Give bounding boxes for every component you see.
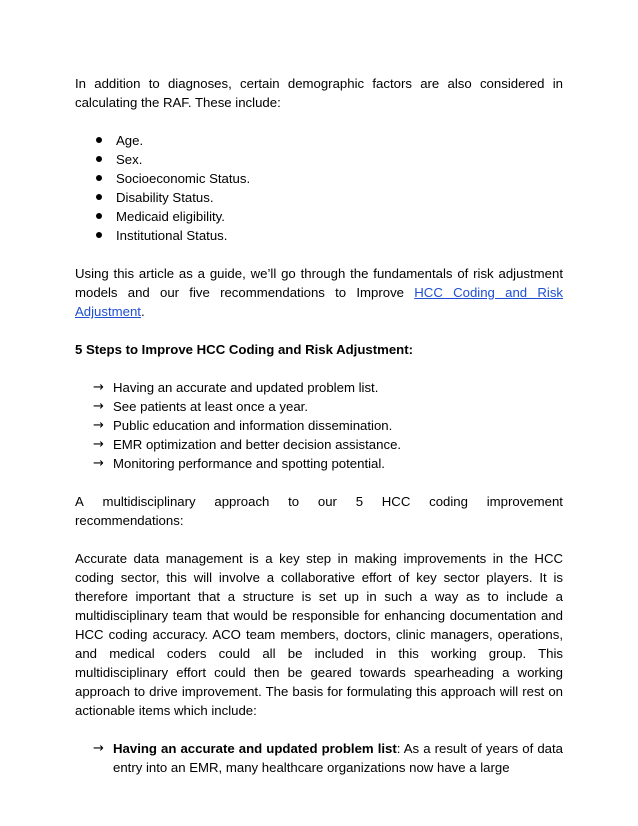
arrow-right-icon: →: [93, 399, 104, 414]
list-item: → EMR optimization and better decision assistance.: [93, 437, 402, 452]
list-item: Sex.: [96, 150, 563, 169]
arrow-right-icon: →: [93, 437, 104, 452]
list-item: → Monitoring performance and spotting potential.: [93, 456, 385, 471]
list-item: → Public education and information dissemination.: [93, 418, 393, 433]
multidisciplinary-line: A multidisciplinary approach to our 5 HCC coding improvement: [75, 494, 563, 509]
list-item: Socioeconomic Status.: [96, 169, 563, 188]
arrow-right-icon: →: [93, 741, 104, 756]
intro-paragraph: In addition to diagnoses, certain demographic factors are also considered in calculating the RAF. These include:: [75, 76, 563, 110]
problem-list-detail: → Having an accurate and updated problem list: As a result of years of data entry into an EMR, many healthcare organizations now have a large: [93, 741, 563, 775]
list-item: Institutional Status.: [96, 226, 563, 245]
bullet-icon: [96, 213, 102, 219]
arrow-right-icon: →: [93, 456, 104, 471]
accurate-data-paragraph: Accurate data management is a key step in making improvements in the HCC coding sector, this will involve a collaborative effort of key sector players. It is therefore important that a structure is set up in such a way as to include a multidisciplinary team that would be responsible for enhancing documentation and HCC coding accuracy. ACO team members, doctors, clinic managers, operations, and medical coders could all be included in this working group. This multidisciplinary effort could then be geared towards spearheading a working approach to drive improvement. The basis for formulating this approach will rest on actionable items which include:: [75, 551, 563, 718]
list-item: Medicaid eligibility.: [96, 207, 563, 226]
steps-list: [75, 378, 563, 473]
guide-paragraph: Using this article as a guide, we’ll go through the fundamentals of risk adjustment models and our five recommendations to Improve HCC Coding and Risk Adjustment.: [75, 266, 564, 319]
demographic-factors-list: [75, 131, 563, 245]
bullet-icon: [96, 232, 102, 238]
list-item: Disability Status.: [96, 188, 563, 207]
bullet-icon: [96, 156, 102, 162]
arrow-right-icon: →: [93, 418, 104, 433]
list-item: Age.: [96, 131, 563, 150]
list-item: → See patients at least once a year.: [93, 399, 309, 414]
bullet-icon: [96, 194, 102, 200]
bullet-icon: [96, 137, 102, 143]
bullet-icon: [96, 175, 102, 181]
arrow-right-icon: →: [93, 380, 104, 395]
steps-heading: 5 Steps to Improve HCC Coding and Risk Adjustment:: [75, 342, 414, 357]
multidisciplinary-paragraph: A multidisciplinary approach to our 5 HCC coding improvement recommendations:: [75, 494, 563, 528]
hcc-coding-link[interactable]: HCC Coding and Risk Adjustment: [75, 285, 564, 319]
list-item: → Having an accurate and updated problem list.: [93, 380, 379, 395]
